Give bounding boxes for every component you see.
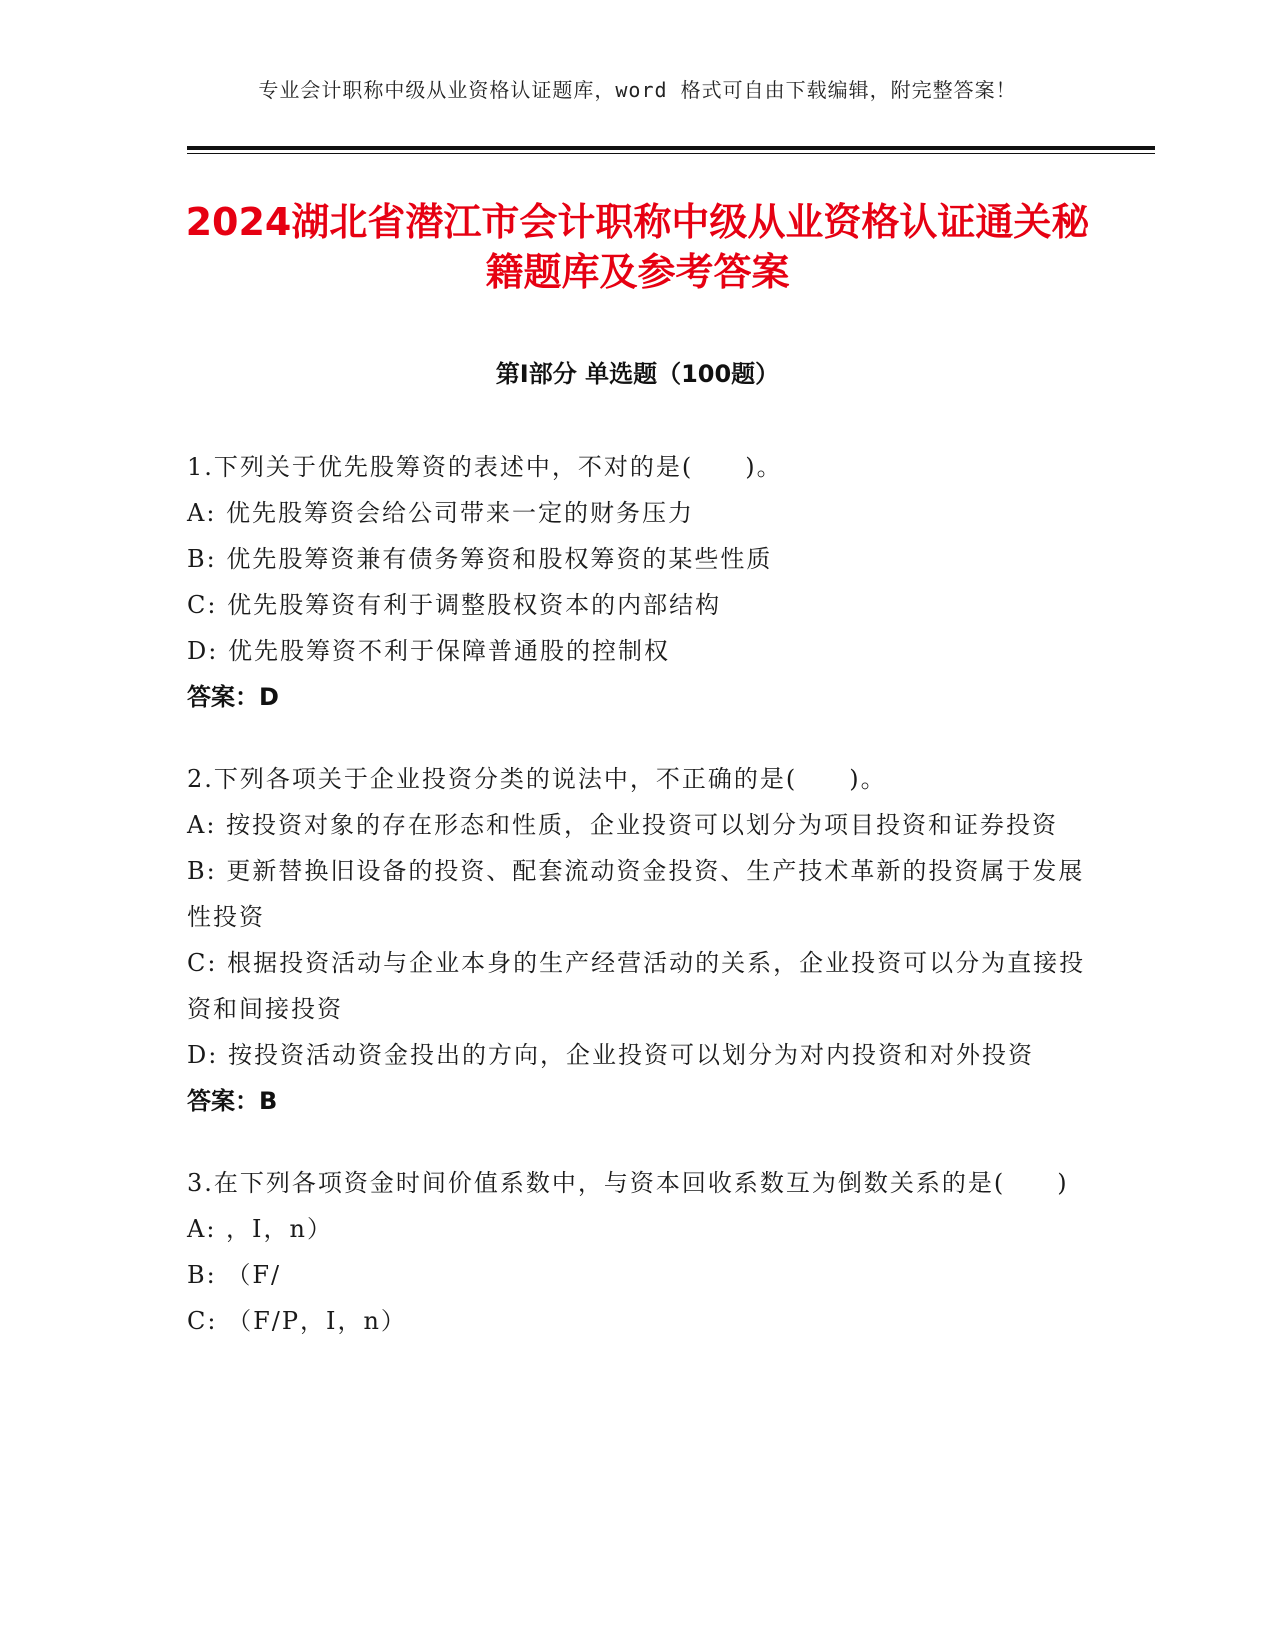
- question-stem: 1.下列关于优先股筹资的表述中，不对的是( )。: [187, 453, 783, 481]
- option-a: A: 优先股筹资会给公司带来一定的财务压力: [187, 499, 695, 527]
- header-rule-thin: [187, 153, 1155, 154]
- option-a: A: 按投资对象的存在形态和性质，企业投资可以划分为项目投资和证券投资: [187, 811, 1059, 839]
- option-c: C: （F/P，I，n）: [187, 1307, 407, 1335]
- section-title: 第Ⅰ部分 单选题（100题）: [495, 360, 780, 388]
- header-note: 专业会计职称中级从业资格认证题库，word 格式可自由下载编辑，附完整答案！: [258, 78, 1017, 102]
- question-stem: 2.下列各项关于企业投资分类的说法中，不正确的是( )。: [187, 765, 887, 793]
- option-c: C: 根据投资活动与企业本身的生产经营活动的关系，企业投资可以分为直接投资和间接投资: [187, 949, 1086, 1023]
- option-b: B: 优先股筹资兼有债务筹资和股权筹资的某些性质: [187, 545, 773, 573]
- option-a: A: ，I，n）: [187, 1215, 333, 1243]
- option-b: B: （F/: [187, 1261, 282, 1289]
- header-rule-thick: [187, 146, 1155, 150]
- answer: 答案：D: [187, 683, 279, 711]
- question-3: [187, 1160, 1087, 1344]
- option-d: D: 按投资活动资金投出的方向，企业投资可以划分为对内投资和对外投资: [187, 1041, 1034, 1069]
- option-d: D: 优先股筹资不利于保障普通股的控制权: [187, 637, 670, 665]
- question-1: [187, 444, 1087, 720]
- option-b: B: 更新替换旧设备的投资、配套流动资金投资、生产技术革新的投资属于发展性投资: [187, 857, 1085, 931]
- question-2: [187, 756, 1087, 1124]
- question-stem: 3.在下列各项资金时间价值系数中，与资本回收系数互为倒数关系的是( ): [187, 1169, 1069, 1197]
- option-c: C: 优先股筹资有利于调整股权资本的内部结构: [187, 591, 722, 619]
- document-title: 2024湖北省潜江市会计职称中级从业资格认证通关秘籍题库及参考答案: [185, 200, 1090, 294]
- answer: 答案：B: [187, 1087, 278, 1115]
- question-list: [187, 444, 1087, 1380]
